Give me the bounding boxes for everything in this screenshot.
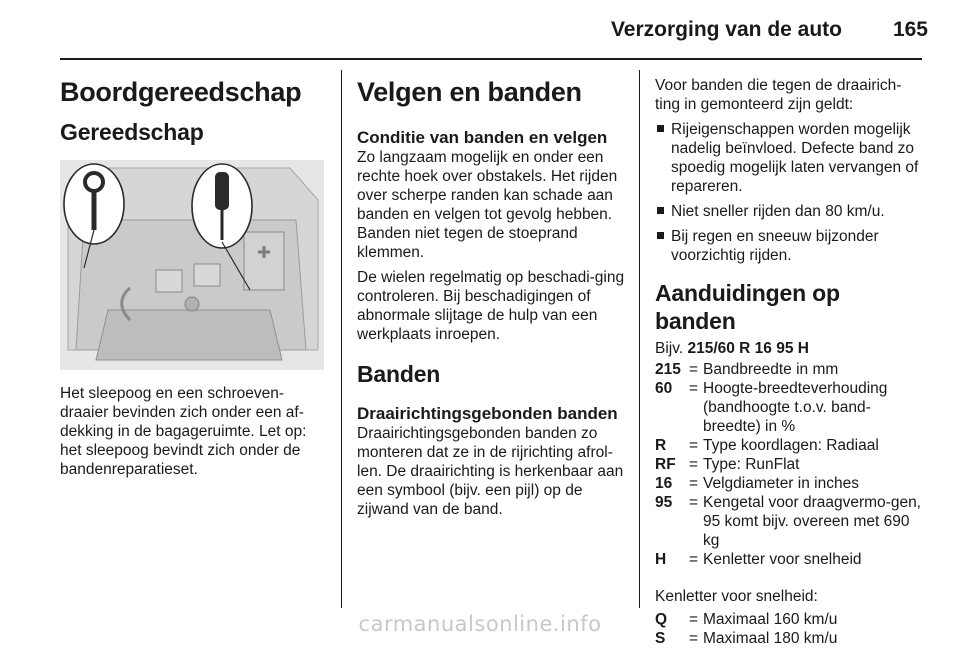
speed-definitions: Q = Maximaal 160 km/u S = Maximaal 180 km/u	[655, 611, 838, 647]
column-divider-2	[639, 70, 640, 608]
speed-intro: Kenletter voor snelheid:	[655, 588, 818, 605]
bullet-marker	[657, 232, 664, 239]
page-number: 165	[892, 18, 928, 41]
inspection-paragraph: De wielen regelmatig op beschadi-ging controleren. Bij beschadigingen of abnormale slijtage de hulp van een werkplaats inroepen.	[357, 269, 625, 343]
heading-directional: Draairichtingsgebonden banden	[357, 404, 618, 423]
bullet-marker	[657, 207, 664, 214]
condition-paragraph: Zo langzaam mogelijk en onder een rechte hoek over obstakels. Het rijden over scherpe randen kan schade aan banden en velgen tot gevolg hebben. Banden niet tegen de stoeprand klemmen.	[357, 149, 618, 261]
bullet-item: Bij regen en sneeuw bijzonder voorzichtig rijden.	[655, 227, 923, 265]
watermark: carmanualsonline.info	[358, 612, 602, 636]
heading-tools: Boordgereedschap	[60, 77, 302, 107]
column-divider-1	[341, 70, 342, 608]
heading-markings: Aanduidingen op banden	[655, 280, 840, 334]
reverse-intro: Voor banden die tegen de draairich-ting in gemonteerd zijn geldt:	[655, 77, 902, 113]
bullet-item: Rijeigenschappen worden mogelijk nadelig beïnvloed. Defecte band zo spoedig mogelijk laten vervangen of repareren.	[655, 120, 923, 196]
column-tools	[60, 72, 326, 479]
column-wheels	[357, 72, 625, 519]
tools-caption: Het sleepoog en een schroeven-draaier bevinden zich onder een af-dekking in de bagageruimte. Let op: het sleepoog bevindt zich onder de bandenreparatieset.	[60, 385, 307, 478]
trunk-tools-photo	[60, 160, 324, 370]
bullet-item: Niet sneller rijden dan 80 km/u.	[655, 202, 923, 221]
bullet-marker	[657, 125, 664, 132]
markings-example: Bijv. 215/60 R 16 95 H	[655, 340, 809, 357]
column-markings	[655, 72, 923, 648]
heading-tyres: Banden	[357, 361, 441, 387]
directional-paragraph: Draairichtingsgebonden banden zo monteren dat ze in de rijrichting afrol-len. De draairichting is herkenbaar aan een symbool (bijv. een pijl) op de zijwand van de band.	[357, 425, 624, 518]
heading-condition: Conditie van banden en velgen	[357, 128, 608, 147]
header-rule	[60, 58, 922, 60]
heading-wheels-tyres: Velgen en banden	[357, 77, 582, 107]
markings-definitions: 215 = Bandbreedte in mm 60 = Hoogte-breedteverhouding (bandhoogte t.o.v. band-breedte) in % R = Type koordlagen: Radiaal RF = Type: RunFlat 16 = Velgdiameter in inches 95 = Kengetal voor draagvermo-gen, 95 komt bijv. overeen met 690 kg H = Kenletter voor snelheid	[655, 361, 921, 568]
header-title: Verzorging van de auto	[610, 18, 842, 41]
heading-tools-sub: Gereedschap	[60, 119, 204, 145]
example-code: 215/60 R 16 95 H	[687, 340, 809, 357]
reverse-bullets	[655, 120, 923, 265]
